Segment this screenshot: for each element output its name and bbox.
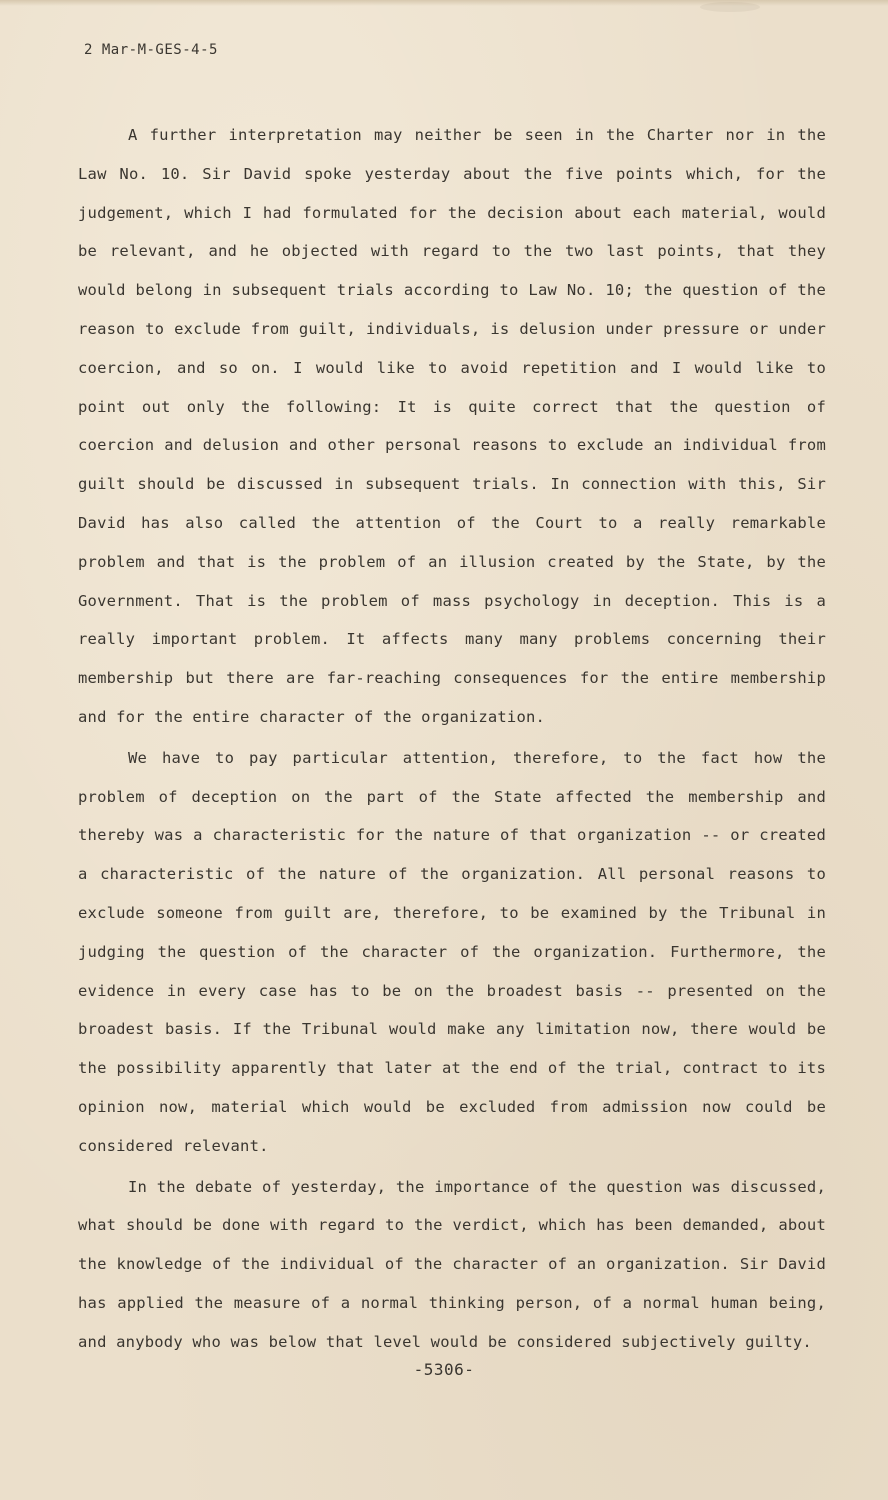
paper-stain — [700, 2, 760, 12]
document-body — [78, 116, 826, 1362]
paragraph-1: A further interpretation may neither be seen in the Charter nor in the Law No. 10. Sir David spoke yesterday about the five points which, for the judgement, which I had formulated for the decision about each material, would be relevant, and he objected with regard to the two last points, that they would belong in subsequent trials according to Law No. 10; the question of the reason to exclude from guilt, individuals, is delusion under pressure or under coercion, and so on. I would like to avoid repetition and I would like to point out only the following: It is quite correct that the question of coercion and delusion and other personal reasons to exclude an individual from guilt should be discussed in subsequent trials. In connection with this, Sir David has also called the attention of the Court to a really remarkable problem and that is the problem of an illusion created by the State, by the Government. That is the problem of mass psychology in deception. This is a really important problem. It affects many many problems concerning their membership but there are far-reaching consequences for the entire membership and for the entire character of the organization. — [78, 126, 826, 726]
page-number: -5306- — [413, 1360, 475, 1379]
document-reference: 2 Mar-M-GES-4-5 — [84, 42, 218, 58]
paragraph-2: We have to pay particular attention, therefore, to the fact how the problem of deception on the part of the State affected the membership and thereby was a characteristic for the nature of that organization -- or created a characteristic of the nature of the organization. All personal reasons to exclude someone from guilt are, therefore, to be examined by the Tribunal in judging the question of the character of the organization. Furthermore, the evidence in every case has to be on the broadest basis -- presented on the broadest basis. If the Tribunal would make any limitation now, there would be the possibility apparently that later at the end of the trial, contract to its opinion now, material which would be excluded from admission now could be considered relevant. — [78, 748, 826, 1155]
paragraph-3: In the debate of yesterday, the importance of the question was discussed, what should be done with regard to the verdict, which has been demanded, about the knowledge of the individual of the character of an organization. Sir David has applied the measure of a normal thinking person, of a normal human being, and anybody who was below that level would be considered subjectively guilty. — [78, 1177, 826, 1351]
